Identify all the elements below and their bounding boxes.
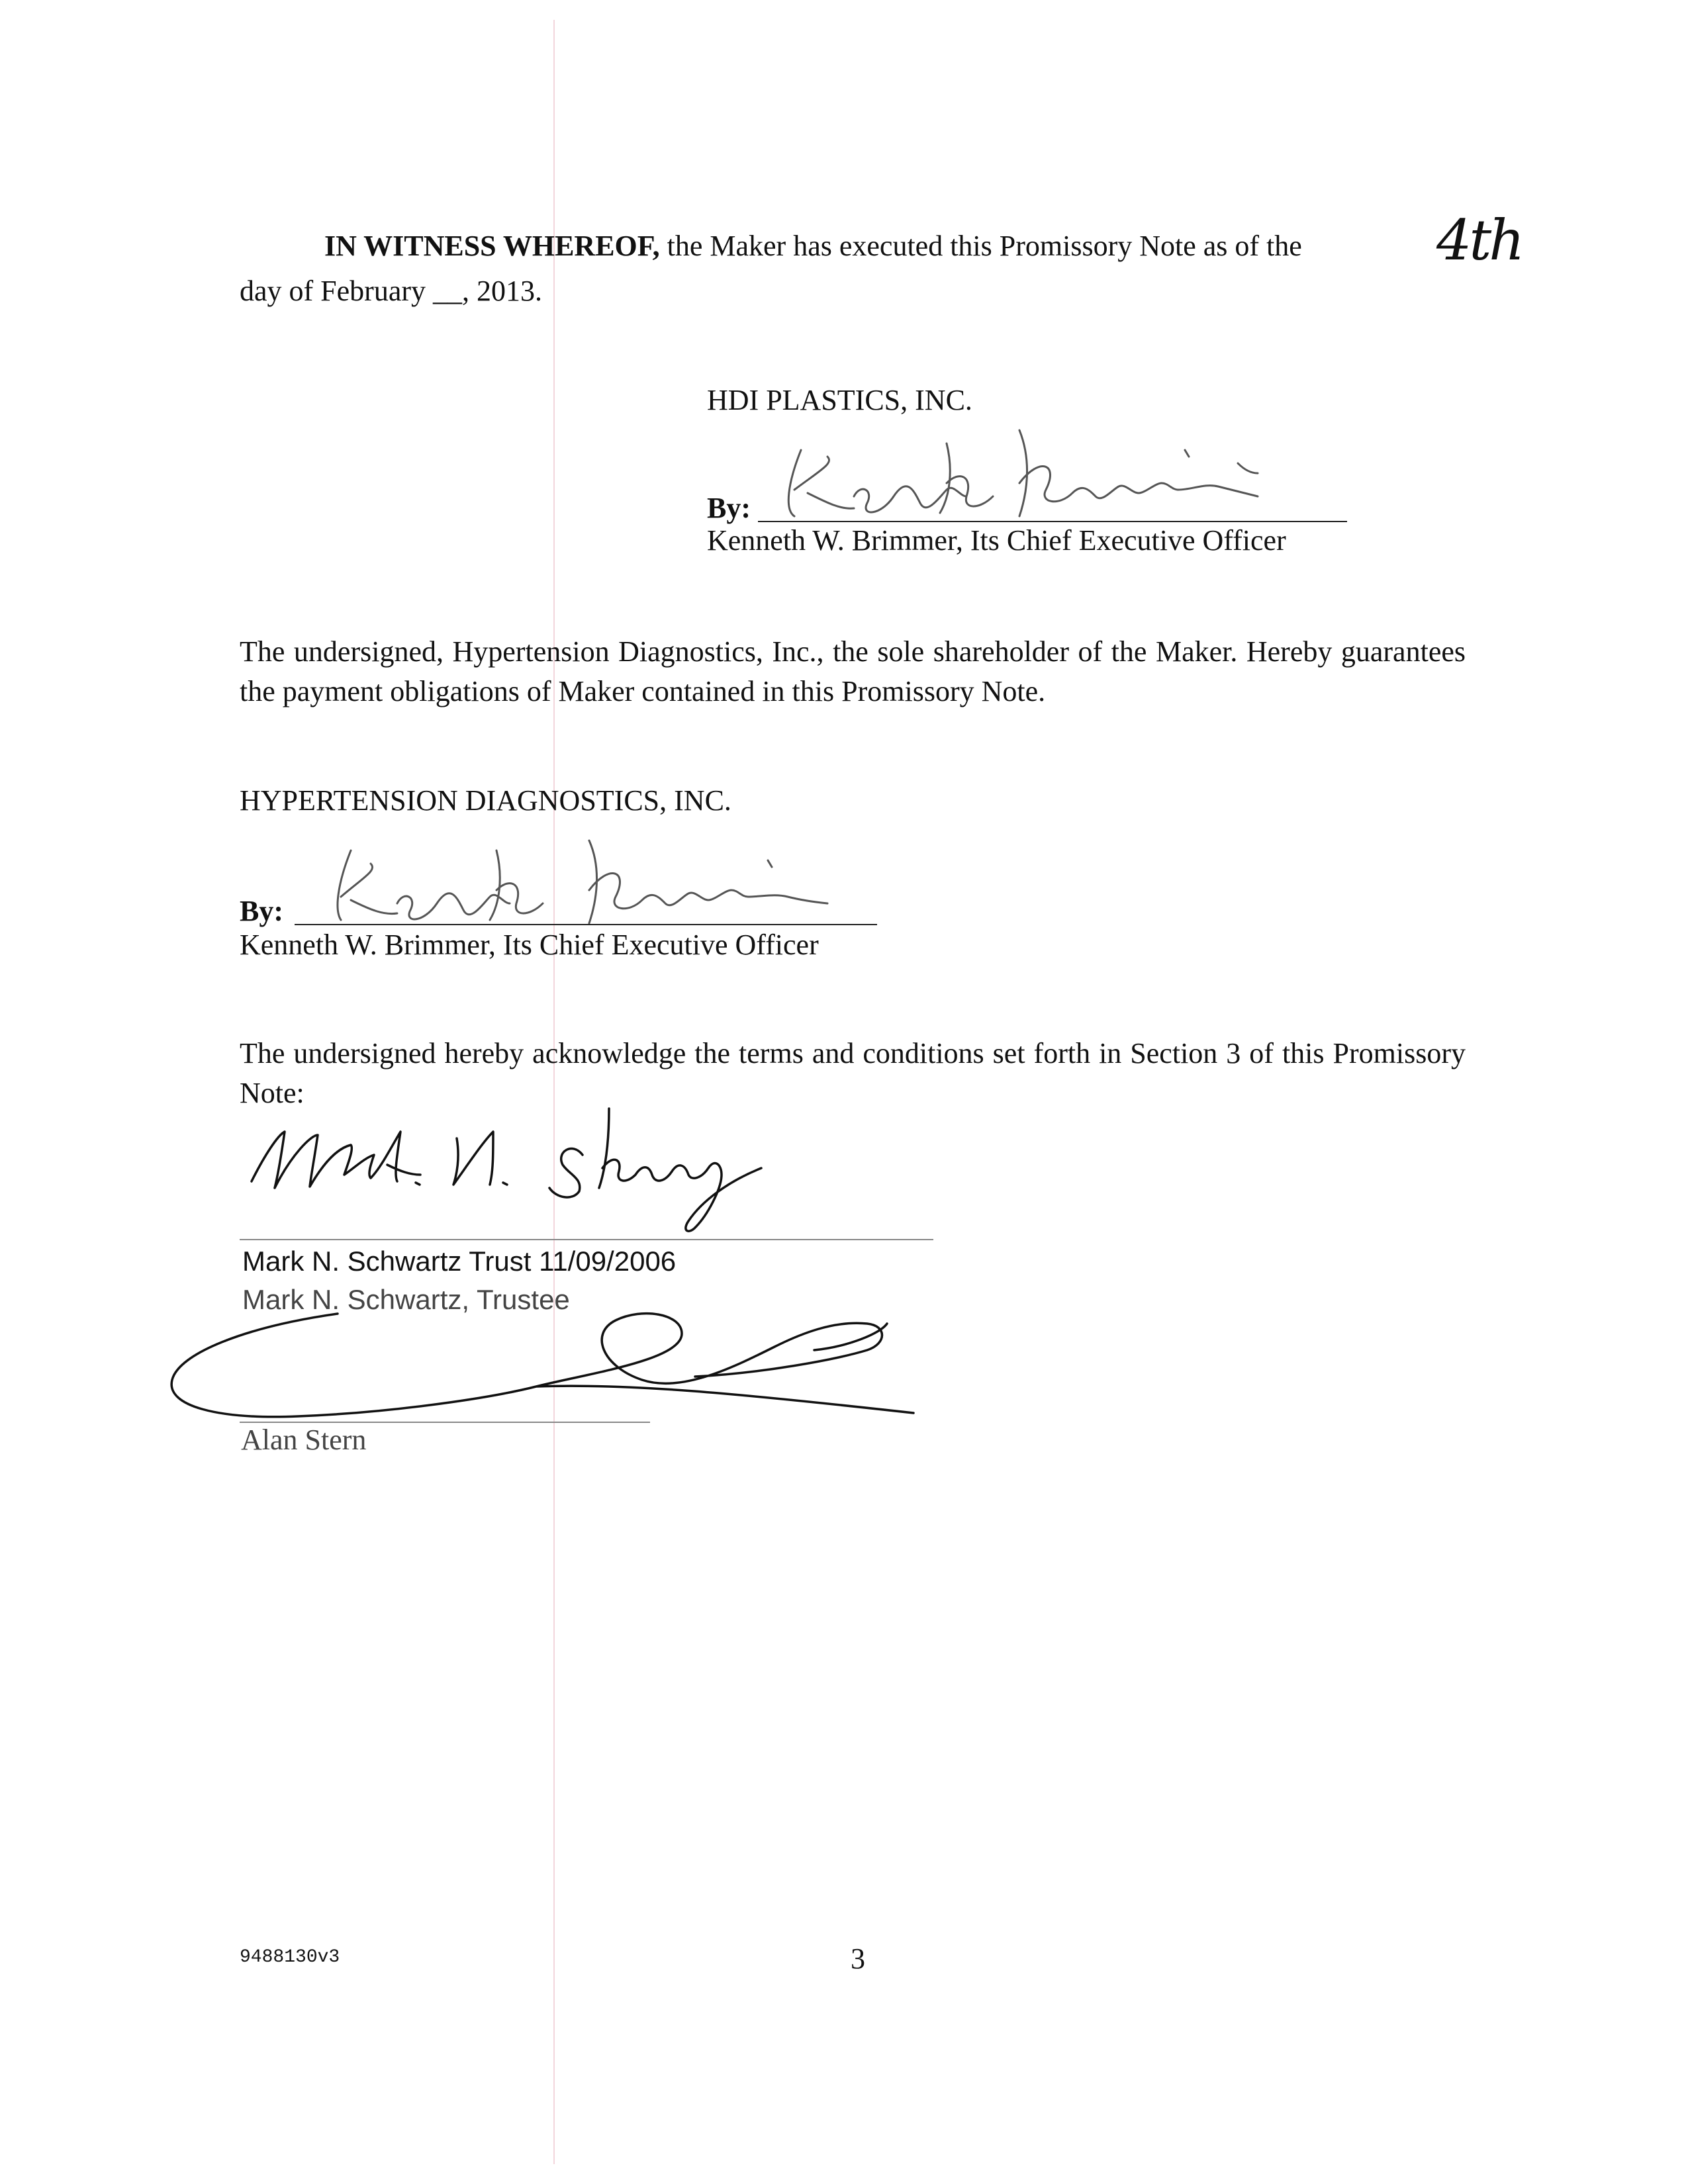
witness-clause <box>324 226 1450 266</box>
guarantee-text: The undersigned, Hypertension Diagnostics, Inc., the sole shareholder of the Maker. Hereby guarantees the payment obligations of Maker contained in this Promissory Note. <box>240 635 1466 707</box>
page-number: 3 <box>851 1942 865 1975</box>
acknowledge-text: The undersigned hereby acknowledge the terms and conditions set forth in Section 3 of this Promissory Note: <box>240 1037 1466 1109</box>
maker-signer: Kenneth W. Brimmer, Its Chief Executive Officer <box>707 524 1286 557</box>
witness-lead: IN WITNESS WHEREOF, <box>324 230 660 262</box>
trustee-name: Mark N. Schwartz, Trustee <box>242 1284 570 1315</box>
witness-text: the Maker has executed this Promissory Note as of the <box>659 230 1302 262</box>
second-signer: Alan Stern <box>241 1424 367 1456</box>
maker-signature <box>781 424 1377 536</box>
guarantor-signature <box>311 837 920 936</box>
witness-date-line: day of February __, 2013. <box>240 275 543 307</box>
guarantor-by-label: By: <box>240 895 283 927</box>
document-id: 9488130v3 <box>240 1947 340 1968</box>
trust-name: Mark N. Schwartz Trust 11/09/2006 <box>242 1246 677 1277</box>
maker-company: HDI PLASTICS, INC. <box>707 384 972 416</box>
guarantor-company: HYPERTENSION DIAGNOSTICS, INC. <box>240 784 731 817</box>
trustee-signature <box>238 1102 933 1234</box>
maker-by-label: By: <box>707 492 751 524</box>
handwritten-day: 4th <box>1436 208 1523 273</box>
guarantor-signer: Kenneth W. Brimmer, Its Chief Executive Officer <box>240 929 819 961</box>
trustee-signature-line <box>240 1239 933 1240</box>
